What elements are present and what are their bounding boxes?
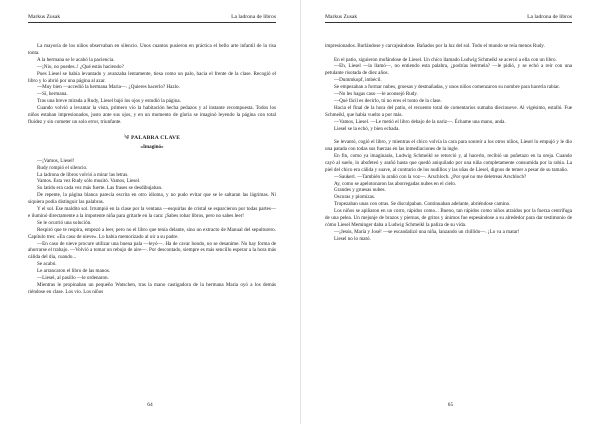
paragraph: Hacia el final de la hora del patio, el recuento total de comentarios sumaba diecinueve. Al vigésimo, estalló. Fue Schmeikl, que había vuelto a por más. [325, 104, 572, 118]
page-number: 65 [447, 402, 454, 408]
paragraph: Rudy rompió el silencio. [37, 164, 88, 171]
paragraph: Pues Liesel se había levantado y avanzaba lentamente, tiesa como un palo, hacia el frente de la clase. Recogió el libro y lo abrió por una página al azar. [28, 70, 276, 84]
paragraph: Y el sol. Ese maldito sol. Irrumpió en la clase por la ventana —esquirlas de cristal se esparcieron por todas partes— e iluminó directamente a la impotente niña para gritarle en la cara: ¡Sabes robar libros, pero no sabes leer! [28, 206, 276, 219]
running-header [28, 14, 276, 23]
paragraph: La mayoría de los niños observaban en silencio. Unos cuantos pusieron en práctica el bello arte infantil de la risa tonta. [28, 43, 276, 56]
paragraph: Tropezaban unas con otras. Se disculpaban. Continuaban adelante, abriéndose camino. [334, 201, 511, 208]
paragraph: La ladrona de libros volvió a mirar las letras. [37, 171, 129, 178]
running-header [325, 14, 572, 23]
paragraph: —En caso de nieve procure utilizar una buena pala —leyó—. Ha de cavar hondo, no se desanime. No hay forma de ahorrarse el trabajo. —Volvió a tomar un rebujo de aire—. Por descontado, siempre es más sencillo esperar a la hora más cálida del día, cuando... [28, 240, 276, 261]
paragraph: —No les hagas caso —le aconsejó Rudy. [334, 91, 418, 98]
paragraph: Tras una breve mirada a Rudy, Liesel bajó los ojos y estudió la página. [37, 98, 181, 105]
paragraph: impresionados. Burlándose y carcajeándose. Bañados por la luz del sol. Todo el mundo se reía menos Rudy. [325, 43, 545, 49]
paragraph: De repente, la página blanca parecía escrita en otro idioma, y no pudo evitar que se le saltaran las lágrimas. Ni siquiera podía distinguir las palabras. [28, 192, 276, 206]
paragraph: Liesel no lo mató. [334, 235, 371, 242]
paragraph: —Sí, hermana. [37, 91, 68, 98]
key-word-box [28, 135, 276, 151]
key-word: «Imaginó» [140, 143, 164, 150]
paragraph: Se empezaban a formar nubes, gruesas y desmañadas, y unos niños comenzaron su nombre para hacerla rabiar. [334, 84, 560, 91]
paragraph: Ay, como se apelotonaron las aborregadas nubes en el cielo. [334, 180, 457, 187]
paragraph: —Muy bien —accedió la hermana Maria—. ¿Quieres hacerlo? Hazlo. [37, 84, 180, 91]
paragraph: —Qué fácil es decirlo, tú no eres el tonto de la clase. [334, 97, 442, 104]
header-title: La ladrona de libros [231, 14, 276, 20]
paragraph: —¡Jesús, María y José! —se escandalizó una niña, lanzando un chillido—. ¡Lo va a matar! [334, 228, 520, 235]
paragraph: —¡Vamos, Liesel! [37, 157, 75, 164]
key-word-label: PALABRA CLAVE [130, 134, 181, 141]
paragraph: Su latido era cada vez más fuerte. Las frases se desdibujaban. [37, 185, 163, 192]
paragraph: Se acabó. [37, 261, 57, 268]
paragraph: Oscuras y plomizas. [334, 194, 376, 201]
paragraph: Los niños se apiñaron en un corro, rápidos como... Bueno, tan rápidos como niños atraídos por la fuerza centrífuga de una pelea. Un mejunje de brazos y piernas, de gritos y ánimos fue espesándose a su alrededor para dar testimonio de cómo Liesel Meminger daba a Ludwig Schmeikl la paliza de su vida. [325, 208, 572, 228]
body-text-top [28, 43, 276, 126]
paragraph: —Vamos, Liesel. —Le metió el libro debajo de la nariz—. Échame una mano, anda. [334, 118, 506, 125]
header-title: La ladrona de libros [527, 14, 572, 20]
paragraph: —Liesel, al pasillo —le ordenaron. [37, 275, 109, 282]
header-author: Markus Zusak [325, 14, 358, 20]
paragraph: Se le ocurrió una solución. [37, 219, 92, 226]
paragraph: Vamos. Esta vez Rudy sólo musitó. Vamos, Liesel. [37, 178, 141, 185]
paragraph: —Saukerl. —También lo arañó con la voz—. Arschloch. ¿Por qué no me deletreas Arschloch? [334, 173, 527, 180]
right-page [300, 0, 600, 424]
body-text [325, 43, 572, 243]
paragraph: Mientras le propinaban un pequeño Watschen, tras la mano castigadora de la hermana Maria oyó a los demás riéndose en clase. Los vio. Los niños [28, 282, 276, 295]
ornament-icon: ༄ [123, 134, 130, 141]
paragraph: —¡Nio, no puedes..! ¿Qué estás haciendo? [37, 63, 124, 70]
paragraph: Se levantó, cogió el libro, y mientras el chico volvía la cara para sonreír a los otros niños, Liesel lo empujó y le dio una patada con todas sus fuerzas en las inmediaciones de la ingle. [325, 139, 572, 152]
header-author: Markus Zusak [28, 14, 61, 20]
paragraph: Liesel se la echó, y bien echada. [334, 125, 400, 132]
page-number: 64 [147, 402, 153, 408]
body-text-bottom [28, 158, 276, 296]
paragraph: A la hermana se le acabó la paciencia. [37, 56, 115, 63]
paragraph: Grandes y gruesas nubes. [334, 187, 386, 194]
paragraph: Le arrancaron el libro de las manos. [37, 268, 111, 275]
paragraph: —Eh, Liesel —la llamó—, no entiendo esta palabra, ¿podrías leérmela? —le pidió, y se echó a reír con una petulante risotada de diez años. [325, 63, 572, 77]
page-body [28, 43, 276, 296]
paragraph: Respiró que te respira, empezó a leer, pero no el libro que tenía delante, sino un extracto de Manual del sepulturero. Capítulo tres: «En caso de nieve». Lo había memorizado al oír a su padre. [28, 226, 276, 240]
paragraph: En el patio, siguieron mofándose de Liesel. Un chico llamado Ludwig Schmeikl se acercó a ella con un libro. [334, 56, 557, 63]
paragraph: —Dummkopf, imbécil. [334, 77, 382, 84]
paragraph: En fin, como ya imaginarás, Ludwig Schmeikl se retorció y, al hacerlo, recibió un puñetazo en la oreja. Cuando cayó al suelo, lo abofeteó y arañó hasta que quedó aniquilado por una niña completamente consumida por la rabia. La piel del chico era cálida y suave, al contrario de los nudillos y las uñas de Liesel, dignos de temer a pesar de su tamaño. [325, 152, 572, 173]
page-body [325, 43, 572, 243]
paragraph: Cuando volvió a levantar la vista, primero vio la habitación hecha pedazos y al instante recompuesta. Todos los niños estaban impresionados, justo ante sus ojos, y en un momento de gloria se imaginó leyendo la página con total fluidez y sin cometer un solo error, triunfante. [28, 105, 276, 125]
